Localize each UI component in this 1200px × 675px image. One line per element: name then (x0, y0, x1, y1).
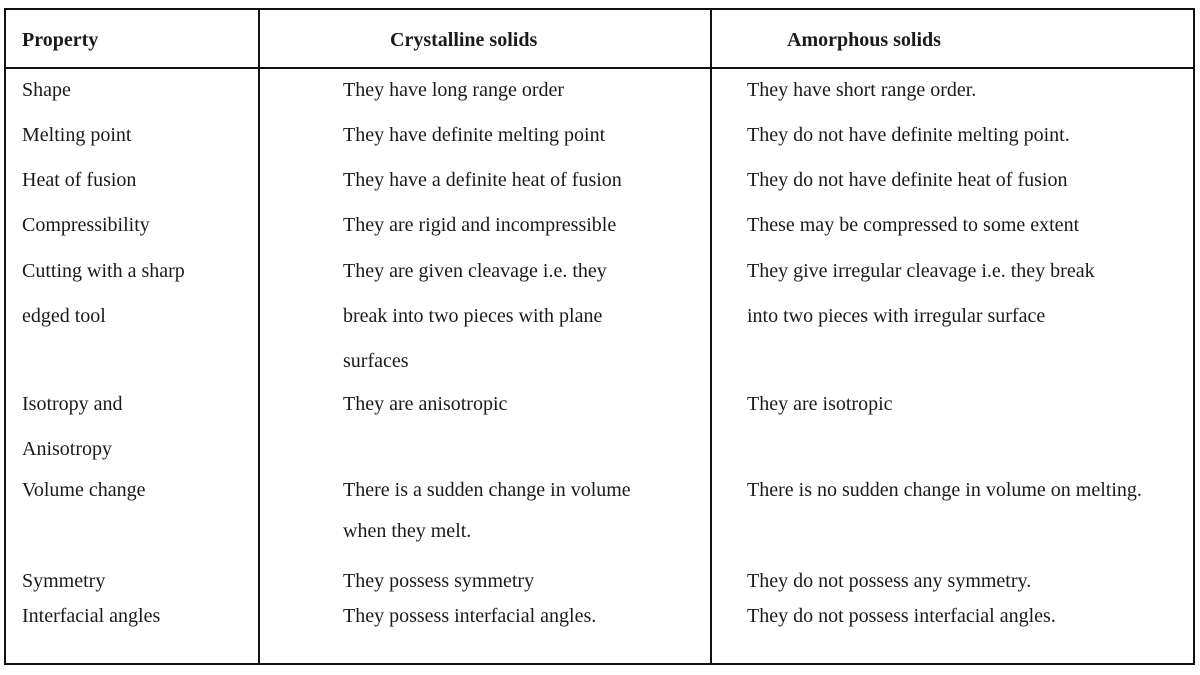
cell-line: They do not possess interfacial angles. (747, 605, 1056, 627)
crystalline-cell (343, 158, 622, 203)
amorphous-cell (747, 596, 1056, 636)
header-crystalline: Crystalline solids (390, 29, 538, 51)
crystalline-cell (343, 382, 507, 427)
cell-line: Melting point (22, 124, 132, 146)
amorphous-cell (747, 203, 1079, 248)
amorphous-cell (747, 470, 1142, 511)
cell-line: They have short range order. (747, 79, 977, 101)
cell-line: Interfacial angles (22, 605, 161, 627)
cell-line: into two pieces with irregular surface (747, 305, 1046, 327)
cell-line: They have definite melting point (343, 124, 606, 146)
property-cell (22, 113, 131, 158)
cell-line: when they melt. (343, 520, 472, 542)
amorphous-cell (747, 249, 1095, 339)
header-amorphous: Amorphous solids (787, 29, 941, 51)
cell-line: Compressibility (22, 214, 150, 236)
cell-line: There is a sudden change in volume (343, 479, 631, 501)
cell-line: They have long range order (343, 79, 565, 101)
cell-line: edged tool (22, 305, 106, 327)
cell-line: They possess symmetry (343, 570, 535, 592)
cell-line: Anisotropy (22, 438, 112, 460)
crystalline-cell (343, 249, 607, 384)
cell-line: These may be compressed to some extent (747, 214, 1080, 236)
cell-line: They are given cleavage i.e. they (343, 260, 607, 282)
property-cell (22, 249, 185, 339)
cell-line: They do not possess any symmetry. (747, 570, 1032, 592)
property-cell (22, 158, 136, 203)
crystalline-cell (343, 113, 605, 158)
cell-line: Cutting with a sharp (22, 260, 185, 282)
property-cell (22, 470, 146, 511)
cell-line: Symmetry (22, 570, 106, 592)
cell-line: They do not have definite heat of fusion (747, 169, 1068, 191)
amorphous-cell (747, 382, 893, 427)
comparison-table (4, 8, 1195, 665)
crystalline-cell (343, 68, 564, 113)
amorphous-cell (747, 113, 1070, 158)
cell-line: They are anisotropic (343, 393, 508, 415)
cell-line: They do not have definite melting point. (747, 124, 1070, 146)
header-divider (6, 67, 1193, 69)
property-cell (22, 68, 71, 113)
cell-line: Heat of fusion (22, 169, 137, 191)
cell-line: There is no sudden change in volume on melting. (747, 479, 1142, 501)
amorphous-cell (747, 68, 976, 113)
cell-line: surfaces (343, 350, 409, 372)
cell-line: They give irregular cleavage i.e. they break (747, 260, 1095, 282)
property-cell (22, 382, 123, 472)
cell-line: Volume change (22, 479, 146, 501)
cell-line: They are rigid and incompressible (343, 214, 617, 236)
header-property: Property (22, 29, 99, 51)
cell-line: They have a definite heat of fusion (343, 169, 622, 191)
cell-line: They are isotropic (747, 393, 893, 415)
column-divider (258, 10, 260, 663)
crystalline-cell (343, 596, 596, 636)
cell-line: Isotropy and (22, 393, 123, 415)
cell-line: They possess interfacial angles. (343, 605, 597, 627)
column-divider (710, 10, 712, 663)
crystalline-cell (343, 470, 631, 552)
cell-line: break into two pieces with plane (343, 305, 603, 327)
amorphous-cell (747, 158, 1067, 203)
property-cell (22, 596, 160, 636)
property-cell (22, 203, 150, 248)
cell-line: Shape (22, 79, 71, 101)
crystalline-cell (343, 203, 616, 248)
